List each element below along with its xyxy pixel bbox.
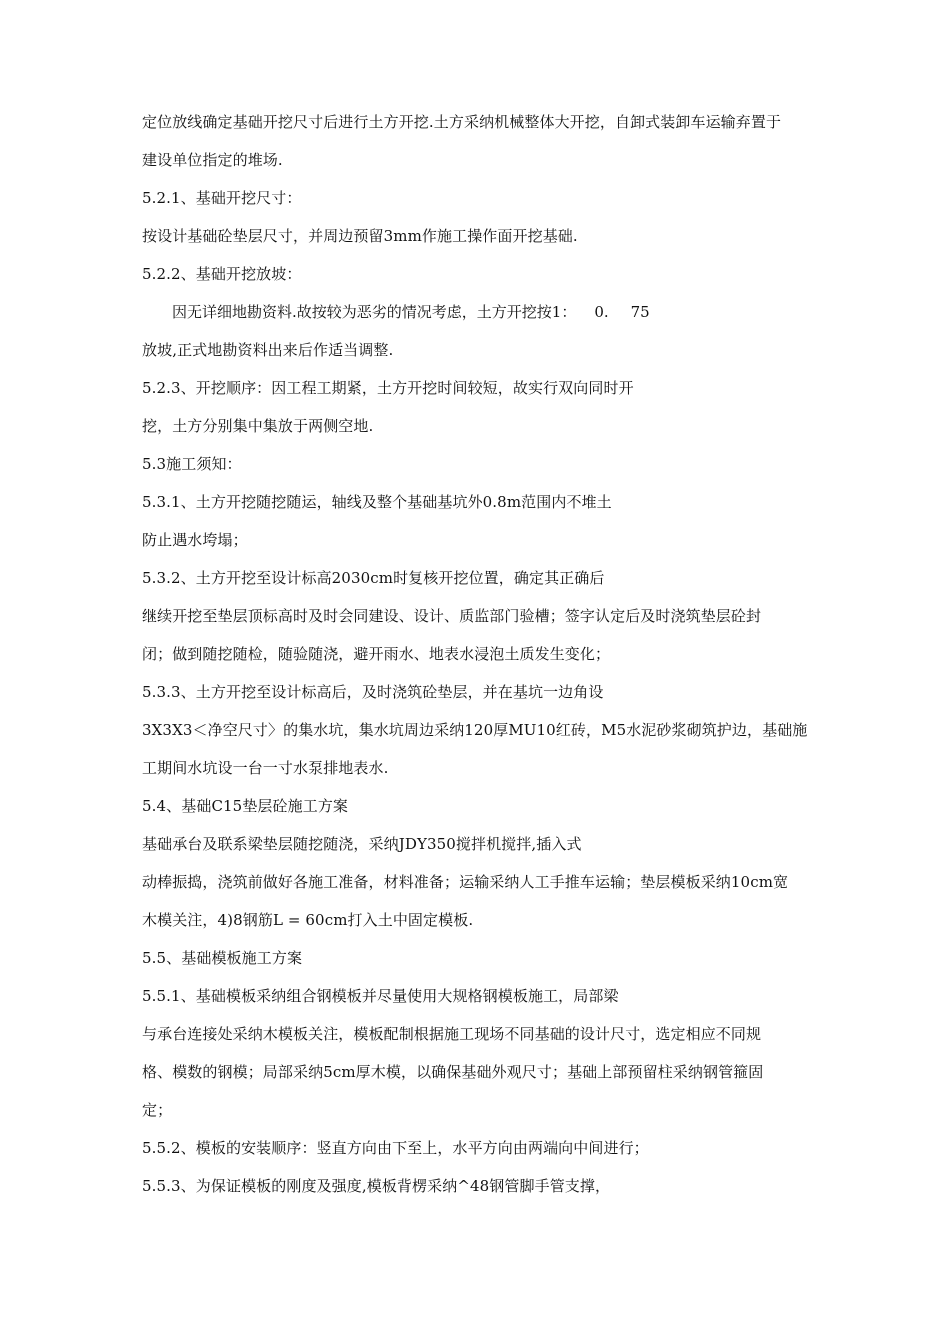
paragraph-line: 动棒振捣，浇筑前做好各施工准备，材料准备；运输采纳人工手推车运输；垫层模板采纳10cm宽 [142,873,789,891]
paragraph-line: 基础承台及联系梁垫层随挖随浇，采纳JDY350搅拌机搅拌,插入式 [142,835,582,853]
section-heading: 5.2.1、基础开挖尺寸： [142,189,302,207]
section-heading: 5.5.2、模板的安装顺序：竖直方向由下至上，水平方向由两端向中间进行； [142,1139,649,1157]
section-heading: 5.3.3、土方开挖至设计标高后，及时浇筑砼垫层，并在基坑一边角设 [142,683,604,701]
paragraph-line: 建设单位指定的堆场. [142,151,283,169]
paragraph-line: 定位放线确定基础开挖尺寸后进行土方开挖.土方采纳机械整体大开挖，自卸式装卸车运输弃置于 [142,113,782,131]
slope-text: 因无详细地勘资料.故按较为恶劣的情况考虑，土方开挖按1： [172,303,577,321]
section-heading: 5.5、基础模板施工方案 [142,949,303,967]
slope-ratio-line [172,302,650,322]
paragraph-line: 3X3X3＜净空尺寸〉的集水坑，集水坑周边采纳120厚MU10红砖，M5水泥砂浆砌筑护边，基础施 [142,721,808,739]
paragraph-line: 定； [142,1101,173,1119]
section-heading: 5.3.1、土方开挖随挖随运，轴线及整个基础基坑外0.8m范围内不堆土 [142,493,612,511]
section-heading: 5.3.2、土方开挖至设计标高2030cm时复核开挖位置，确定其正确后 [142,569,605,587]
paragraph-line: 工期间水坑设一台一寸水泵排地表水. [142,759,389,777]
paragraph-line: 防止遇水垮塌； [142,531,248,549]
paragraph-line: 闭；做到随挖随检，随验随浇，避开雨水、地表水浸泡土质发生变化； [142,645,611,663]
section-heading: 5.3施工须知： [142,455,242,473]
slope-value-part2: 75 [630,303,650,321]
paragraph-line: 格、模数的钢模；局部采纳5cm厚木模，以确保基础外观尺寸；基础上部预留柱采纳钢管箍固 [142,1063,764,1081]
section-heading: 5.5.3、为保证模板的刚度及强度,模板背楞采纳^48钢管脚手管支撑， [142,1177,611,1195]
section-heading: 5.4、基础C15垫层砼施工方案 [142,797,349,815]
paragraph-line: 木模关注，4)8钢筋L = 60cm打入土中固定模板. [142,911,474,929]
paragraph-line: 继续开挖至垫层顶标高时及时会同建设、设计、质监部门验槽；签字认定后及时浇筑垫层砼封 [142,607,762,625]
section-heading: 5.5.1、基础模板采纳组合钢模板并尽量使用大规格钢模板施工，局部梁 [142,987,619,1005]
paragraph-line: 按设计基础砼垫层尺寸，并周边预留3mm作施工操作面开挖基础. [142,227,578,245]
section-heading: 5.2.2、基础开挖放坡： [142,265,302,283]
paragraph-line: 与承台连接处采纳木模板关注，模板配制根据施工现场不同基础的设计尺寸，选定相应不同规 [142,1025,762,1043]
paragraph-line: 挖，土方分别集中集放于两侧空地. [142,417,374,435]
paragraph-line: 放坡,正式地勘资料出来后作适当调整. [142,341,394,359]
slope-value-part1: 0. [594,303,609,321]
section-heading: 5.2.3、开挖顺序：因工程工期紧，土方开挖时间较短，故实行双向同时开 [142,379,634,397]
